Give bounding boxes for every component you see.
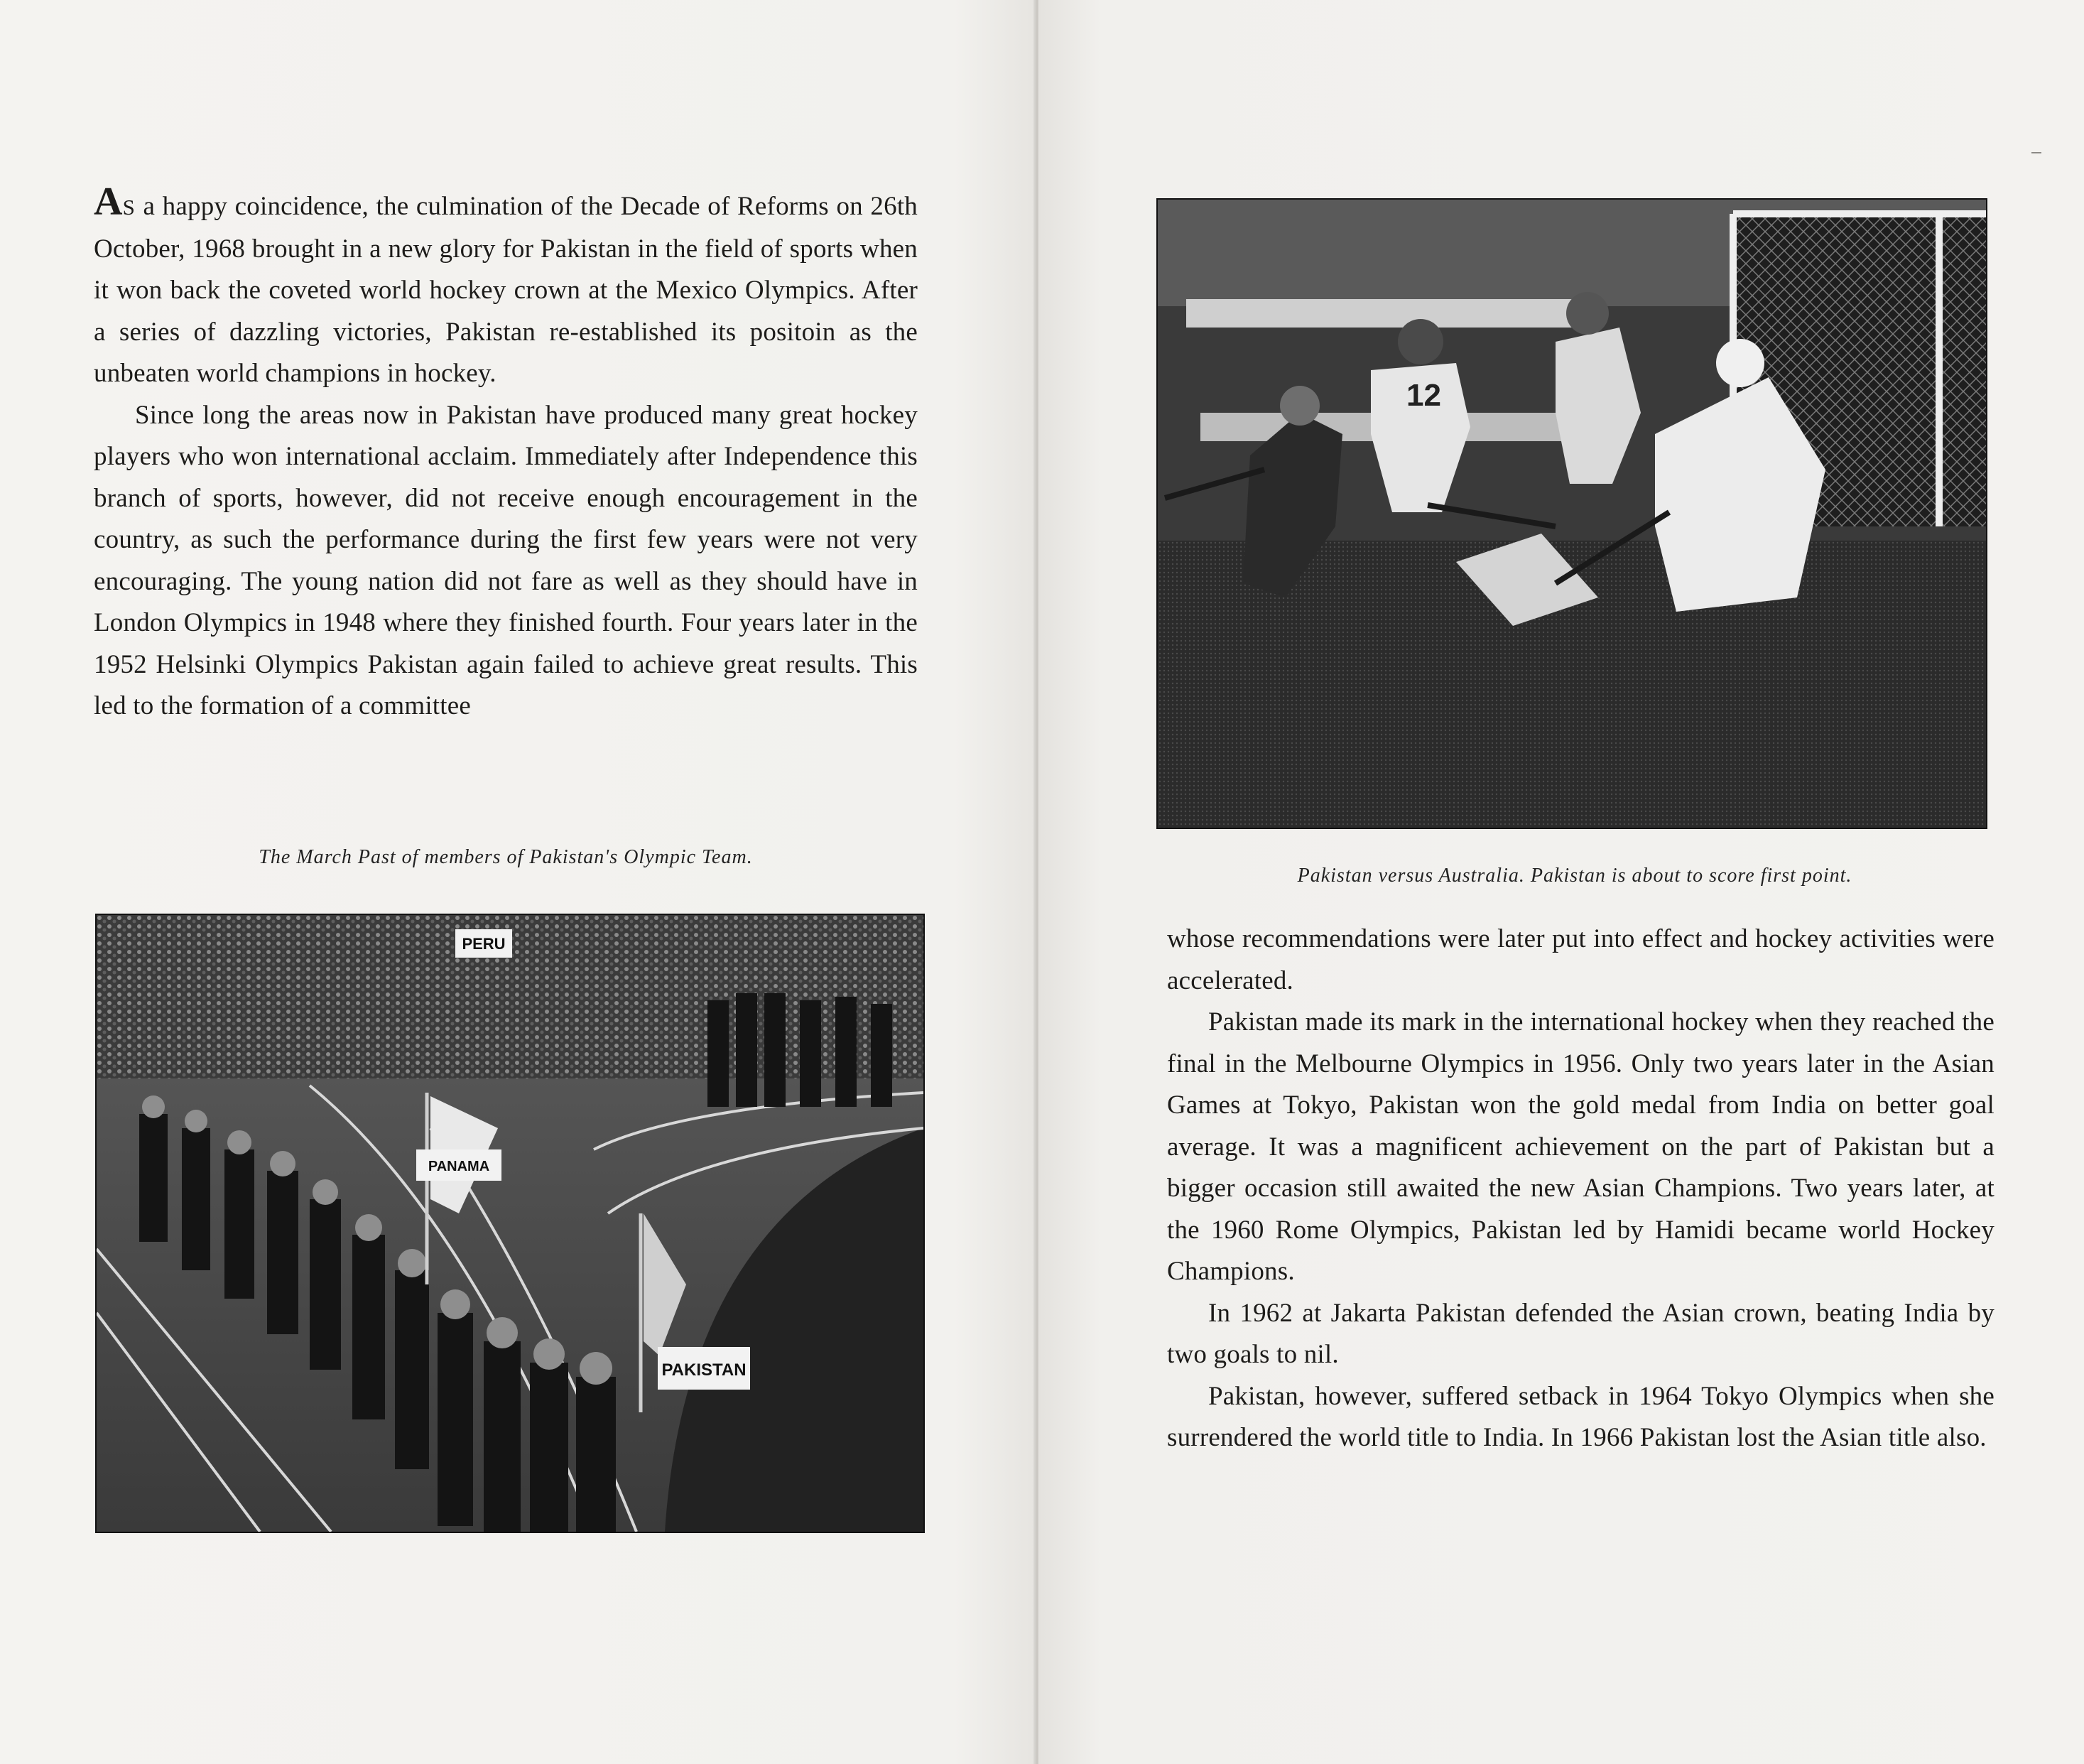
page-mark (2031, 152, 2041, 153)
small-cap: S (122, 195, 136, 220)
left-paragraph-1-text: a happy coincidence, the culmination of the Decade of Reforms on 26th October, 1968 brought in a new glory for Pakistan in the field of sports when it won back the coveted world hockey crown at the Mexico Olympics. After a series of dazzling victories, Pakistan re-established its positoin as the unbeaten world champions in hockey. (94, 192, 918, 388)
right-paragraph-1: whose recommendations were later put into effect and hockey activities were accelerated. (1167, 924, 1995, 995)
sign-peru-label: PERU (462, 935, 506, 953)
march-past-caption: The March Past of members of Pakistan's Olympic Team. (259, 846, 753, 868)
left-paragraph-1 (94, 180, 918, 395)
hockey-match-caption: Pakistan versus Australia. Pakistan is about to score first point. (1297, 865, 1852, 887)
right-paragraph-4: Pakistan, however, suffered setback in 1964 Tokyo Olympics when she surrendered the world title to India. In 1966 Pakistan lost the Asian title also. (1167, 1381, 1995, 1452)
sign-panama (416, 1149, 501, 1181)
hockey-match-illustration (1158, 200, 1986, 828)
jersey-number: 12 (1406, 378, 1441, 413)
left-page (0, 0, 1037, 1764)
stand-roof (1186, 299, 1584, 328)
sign-pakistan-label: PAKISTAN (661, 1360, 747, 1380)
march-past-illustration (97, 915, 923, 1532)
right-paragraph-2: Pakistan made its mark in the international hockey when they reached the final in the Melbourne Olympics in 1956. Only two years later in the Asian Games at Tokyo, Pakistan won the gold medal from India on better goal average. It was a magnificent achievement on the part of Pakistan but a bigger occasion still awaited the new Asian Champions. Two years later, at the 1960 Rome Olympics, Pakistan led by Hamidi became world Hockey Champions. (1167, 1007, 1995, 1286)
sign-pakistan (658, 1347, 750, 1390)
right-page-text (1167, 919, 1995, 1459)
right-paragraph-3: In 1962 at Jakarta Pakistan defended the Asian crown, beating India by two goals to nil. (1167, 1298, 1995, 1369)
march-past-photo (95, 914, 925, 1533)
drop-cap: A (94, 180, 123, 224)
left-page-text (94, 180, 918, 727)
sign-peru (455, 929, 512, 958)
hockey-match-photo (1156, 198, 1987, 829)
left-paragraph-2: Since long the areas now in Pakistan have produced many great hockey players who won international acclaim. Immediately after Independence this branch of sports, however, did not receive enough encouragement in the country, as such the performance during the first few years were not very encouraging. The young nation did not fare as well as they should have in London Olympics in 1948 where they finished fourth. Four years later in the 1952 Helsinki Olympics Pakistan again failed to achieve great results. This led to the formation of a committee (94, 400, 918, 720)
sign-panama-label: PANAMA (428, 1159, 490, 1174)
